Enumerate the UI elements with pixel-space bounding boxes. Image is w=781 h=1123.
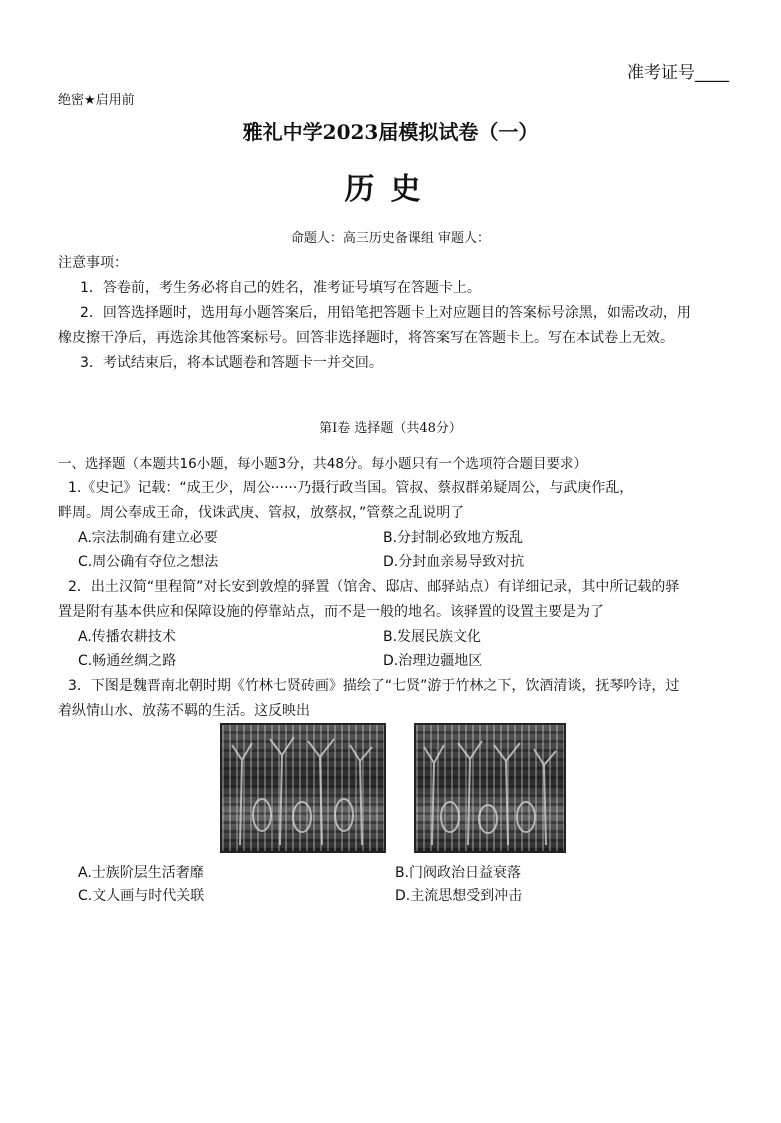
q1-option-a: A.宗法制确有建立必要 <box>78 530 218 546</box>
notice-item-2-line-1: 2．回答选择题时，选用每小题答案后，用铅笔把答题卡上对应题目的答案标号涂黑，如需改动，用 <box>80 305 691 321</box>
part1-heading: 一、选择题（本题共16小题，每小题3分，共48分。每小题只有一个选项符合题目要求） <box>58 456 587 472</box>
q3-option-c: C.文人画与时代关联 <box>78 888 205 904</box>
section-title: 第Ⅰ卷 选择题（共48分） <box>319 421 462 436</box>
q3-stem-line-1: 3．下图是魏晋南北朝时期《竹林七贤砖画》描绘了“七贤”游于竹林之下，饮酒清谈，抚琴吟诗，过 <box>68 678 680 694</box>
notice-heading: 注意事项： <box>58 255 128 271</box>
q1-option-d: D.分封血亲易导致对抗 <box>383 554 525 570</box>
notice-item-1: 1．答卷前，考生务必将自己的姓名，准考证号填写在答题卡上。 <box>80 280 481 296</box>
q3-option-d: D.主流思想受到冲击 <box>395 888 523 904</box>
subject-title: 历史 <box>344 172 437 207</box>
q1-stem-line-1: 1.《史记》记载：“成王少，周公······乃摄行政当国。管叔、蔡叔群弟疑周公，与武庚作乱， <box>68 480 634 496</box>
q3-stem-line-2: 着纵情山水、放荡不羁的生活。这反映出 <box>58 703 310 719</box>
q2-stem-line-2: 置是附有基本供应和保障设施的停靠站点，而不是一般的地名。该驿置的设置主要是为了 <box>58 604 604 620</box>
q1-option-c: C.周公确有夺位之想法 <box>78 554 219 570</box>
notice-item-3: 3．考试结束后，将本试题卷和答题卡一并交回。 <box>80 355 383 371</box>
q3-option-a: A.士族阶层生活奢靡 <box>78 865 204 881</box>
q2-option-b: B.发展民族文化 <box>383 629 482 645</box>
q2-stem-line-1: 2．出土汉简“里程简”对长安到敦煌的驿置（馆舍、邸店、邮驿站点）有详细记录，其中所记载的驿 <box>68 579 680 595</box>
bamboo-figures-icon <box>222 725 384 851</box>
brick-painting-left-image <box>220 723 386 853</box>
secret-mark: 绝密★启用前 <box>58 93 135 108</box>
exam-id-label: 准考证号____ <box>627 63 729 83</box>
q2-option-a: A.传播农耕技术 <box>78 629 176 645</box>
q2-option-c: C.畅通丝绸之路 <box>78 653 177 669</box>
notice-item-2-line-2: 橡皮擦干净后，再选涂其他答案标号。回答非选择题时，将答案写在答题卡上。写在本试卷上无效。 <box>58 330 674 346</box>
q1-stem-line-2: 畔周。周公奉成王命，伐诛武庚、管叔，放蔡叔，”管蔡之乱说明了 <box>58 505 465 521</box>
brick-painting-right-image <box>414 723 566 853</box>
q3-option-b: B.门阀政治日益衰落 <box>395 865 522 881</box>
bamboo-figures-icon <box>416 725 564 851</box>
q2-option-d: D.治理边疆地区 <box>383 653 483 669</box>
exam-title: 雅礼中学2023届模拟试卷（一） <box>242 120 539 144</box>
q1-option-b: B.分封制必致地方叛乱 <box>383 530 524 546</box>
authors-line: 命题人：高三历史备课组 审题人： <box>290 231 491 246</box>
